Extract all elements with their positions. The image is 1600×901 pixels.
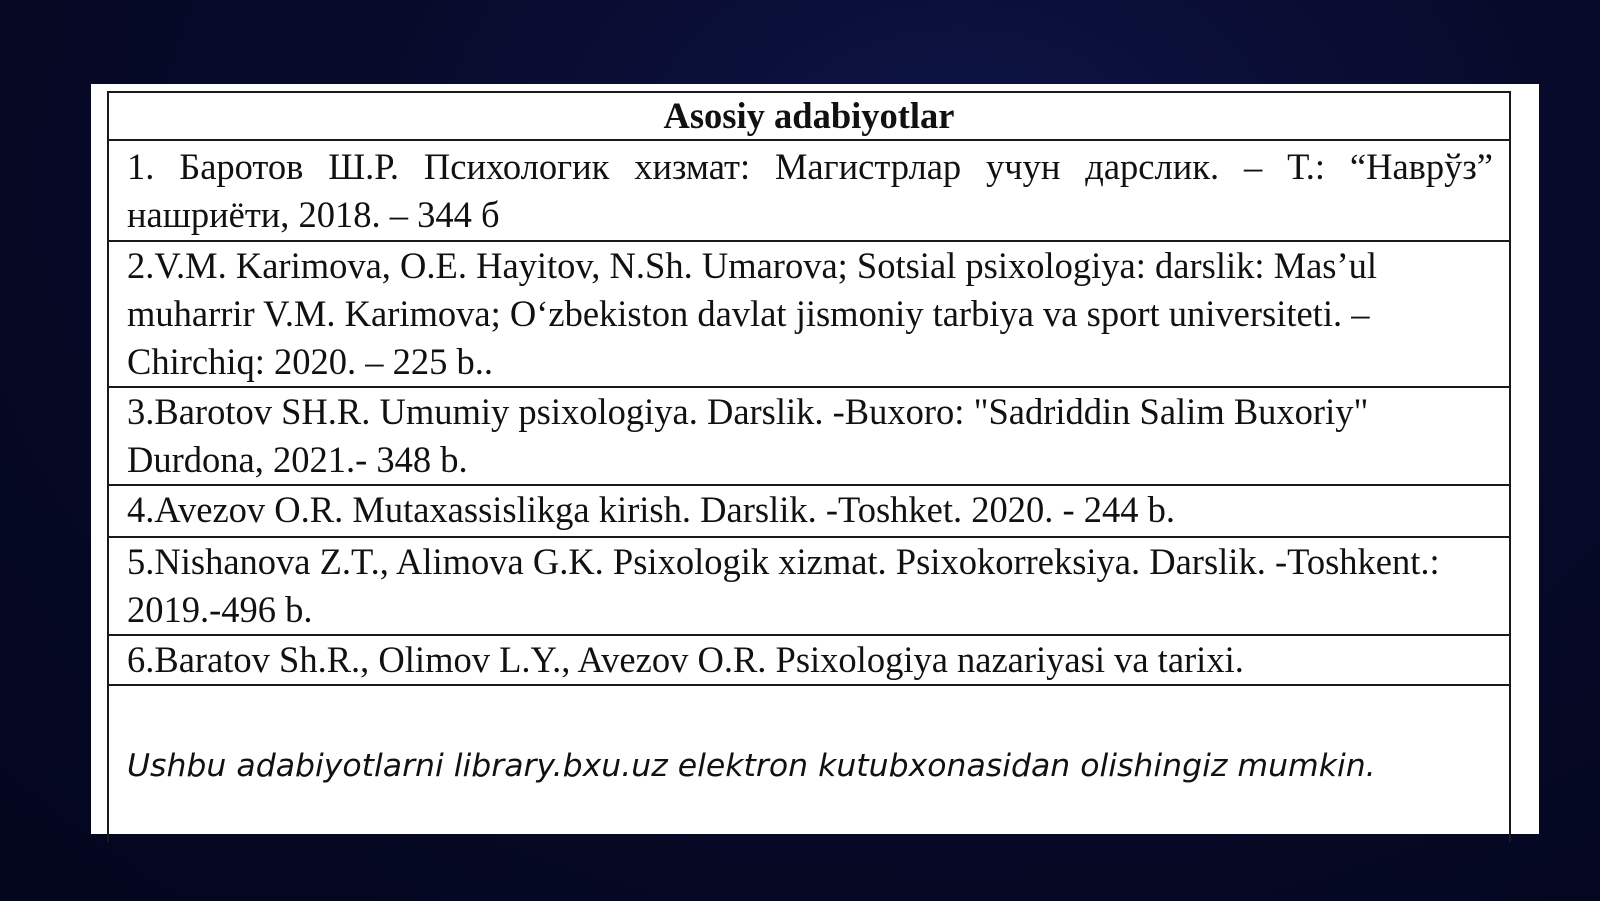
table-row (108, 537, 1510, 635)
table-row (108, 635, 1510, 685)
table-title: Asosiy adabiyotlar (108, 92, 1510, 140)
table-row (108, 685, 1510, 842)
reference-item-3: 3.Barotov SH.R. Umumiy psixologiya. Darslik. -Buxoro: "Sadriddin Salim Buxoriy" Durdona, 2021.- 348 b. (108, 387, 1510, 485)
table-row (108, 485, 1510, 537)
reference-item-2: 2.V.M. Karimova, O.E. Hayitov, N.Sh. Umarova; Sotsial psixologiya: darslik: Mas’ul muharrir V.M. Karimova; O‘zbekiston davlat jismoniy tarbiya va sport universiteti. – Chirchiq: 2020. – 225 b.. (108, 241, 1510, 387)
reference-item-4: 4.Avezov O.R. Mutaxassislikga kirish. Darslik. -Toshket. 2020. - 244 b. (108, 485, 1510, 537)
reference-item-5: 5.Nishanova Z.T., Alimova G.K. Psixologik xizmat. Psixokorreksiya. Darslik. -Toshkent.: 2019.-496 b. (108, 537, 1510, 635)
slide-page (91, 84, 1539, 834)
library-note: Ushbu adabiyotlarni library.bxu.uz elektron kutubxonasidan olishingiz mumkin. (108, 685, 1510, 842)
reference-item-6: 6.Baratov Sh.R., Olimov L.Y., Avezov O.R. Psixologiya nazariyasi va tarixi. (108, 635, 1510, 685)
table-row (108, 140, 1510, 241)
references-table (107, 91, 1511, 842)
table-row (108, 241, 1510, 387)
table-header-row (108, 92, 1510, 140)
table-row (108, 387, 1510, 485)
reference-item-1: 1. Баротов Ш.Р. Психологик хизмат: Магистрлар учун дарслик. – Т.: “Наврўз” нашриёти, 2018. – 344 б (108, 140, 1510, 241)
